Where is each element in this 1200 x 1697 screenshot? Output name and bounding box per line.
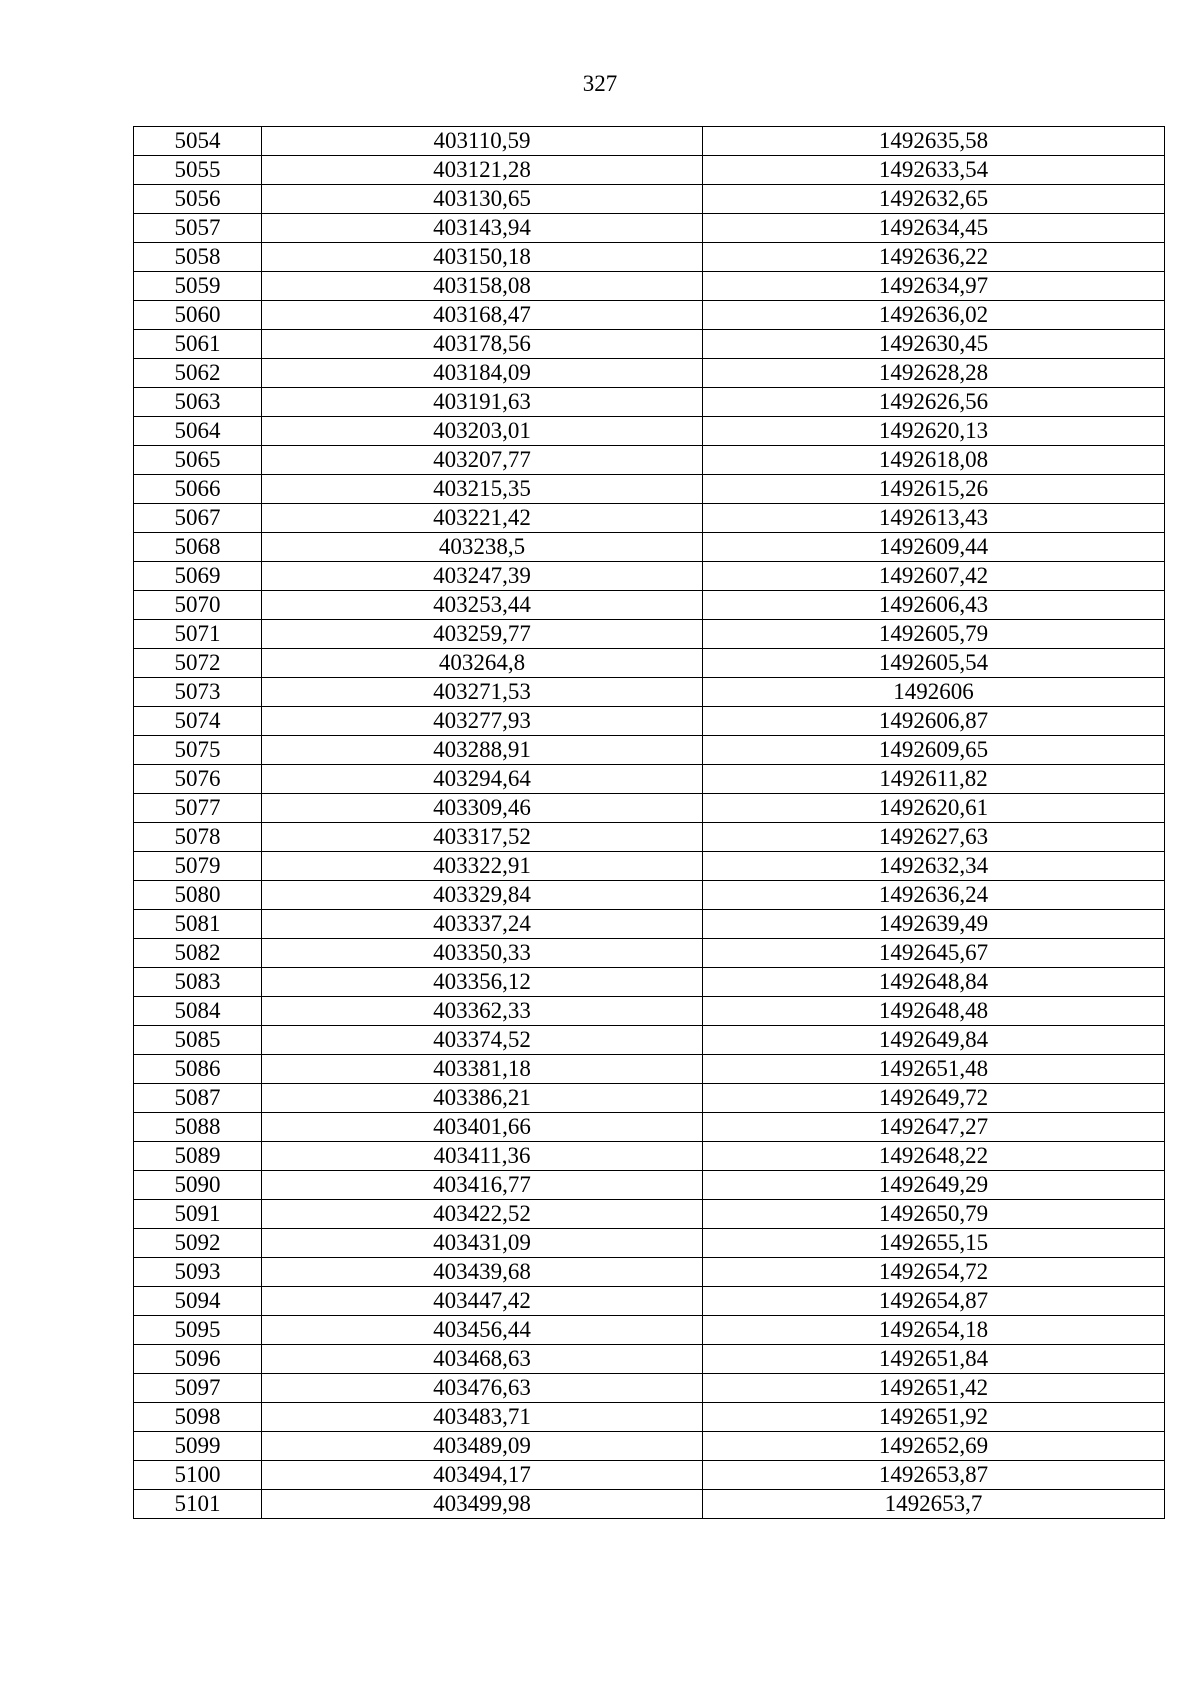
table-row <box>134 1461 1165 1490</box>
point-number-cell: 5070 <box>134 591 262 620</box>
point-number-cell: 5079 <box>134 852 262 881</box>
table-row <box>134 736 1165 765</box>
table-row <box>134 533 1165 562</box>
x-coordinate-cell: 403309,46 <box>262 794 703 823</box>
y-coordinate-cell: 1492653,7 <box>703 1490 1165 1519</box>
x-coordinate-cell: 403476,63 <box>262 1374 703 1403</box>
x-coordinate-cell: 403178,56 <box>262 330 703 359</box>
y-coordinate-cell: 1492647,27 <box>703 1113 1165 1142</box>
x-coordinate-cell: 403494,17 <box>262 1461 703 1490</box>
table-row <box>134 1316 1165 1345</box>
table-row <box>134 649 1165 678</box>
point-number-cell: 5092 <box>134 1229 262 1258</box>
point-number-cell: 5077 <box>134 794 262 823</box>
x-coordinate-cell: 403422,52 <box>262 1200 703 1229</box>
x-coordinate-cell: 403401,66 <box>262 1113 703 1142</box>
point-number-cell: 5090 <box>134 1171 262 1200</box>
y-coordinate-cell: 1492634,45 <box>703 214 1165 243</box>
point-number-cell: 5054 <box>134 127 262 156</box>
y-coordinate-cell: 1492609,44 <box>703 533 1165 562</box>
y-coordinate-cell: 1492655,15 <box>703 1229 1165 1258</box>
x-coordinate-cell: 403317,52 <box>262 823 703 852</box>
x-coordinate-cell: 403259,77 <box>262 620 703 649</box>
x-coordinate-cell: 403411,36 <box>262 1142 703 1171</box>
table-row <box>134 1055 1165 1084</box>
y-coordinate-cell: 1492613,43 <box>703 504 1165 533</box>
y-coordinate-cell: 1492654,87 <box>703 1287 1165 1316</box>
point-number-cell: 5099 <box>134 1432 262 1461</box>
x-coordinate-cell: 403143,94 <box>262 214 703 243</box>
x-coordinate-cell: 403374,52 <box>262 1026 703 1055</box>
point-number-cell: 5066 <box>134 475 262 504</box>
point-number-cell: 5056 <box>134 185 262 214</box>
y-coordinate-cell: 1492605,54 <box>703 649 1165 678</box>
table-row <box>134 852 1165 881</box>
y-coordinate-cell: 1492606,43 <box>703 591 1165 620</box>
x-coordinate-cell: 403468,63 <box>262 1345 703 1374</box>
x-coordinate-cell: 403191,63 <box>262 388 703 417</box>
point-number-cell: 5083 <box>134 968 262 997</box>
point-number-cell: 5067 <box>134 504 262 533</box>
point-number-cell: 5100 <box>134 1461 262 1490</box>
y-coordinate-cell: 1492620,13 <box>703 417 1165 446</box>
table-row <box>134 620 1165 649</box>
y-coordinate-cell: 1492648,48 <box>703 997 1165 1026</box>
table-row <box>134 968 1165 997</box>
table-row <box>134 1403 1165 1432</box>
x-coordinate-cell: 403215,35 <box>262 475 703 504</box>
table-row <box>134 185 1165 214</box>
table-row <box>134 1026 1165 1055</box>
y-coordinate-cell: 1492636,24 <box>703 881 1165 910</box>
x-coordinate-cell: 403456,44 <box>262 1316 703 1345</box>
y-coordinate-cell: 1492627,63 <box>703 823 1165 852</box>
y-coordinate-cell: 1492649,72 <box>703 1084 1165 1113</box>
y-coordinate-cell: 1492651,84 <box>703 1345 1165 1374</box>
x-coordinate-cell: 403130,65 <box>262 185 703 214</box>
table-row <box>134 1200 1165 1229</box>
y-coordinate-cell: 1492605,79 <box>703 620 1165 649</box>
x-coordinate-cell: 403362,33 <box>262 997 703 1026</box>
table-row <box>134 214 1165 243</box>
point-number-cell: 5075 <box>134 736 262 765</box>
y-coordinate-cell: 1492654,72 <box>703 1258 1165 1287</box>
y-coordinate-cell: 1492651,42 <box>703 1374 1165 1403</box>
x-coordinate-cell: 403238,5 <box>262 533 703 562</box>
table-row <box>134 301 1165 330</box>
x-coordinate-cell: 403329,84 <box>262 881 703 910</box>
point-number-cell: 5071 <box>134 620 262 649</box>
x-coordinate-cell: 403168,47 <box>262 301 703 330</box>
x-coordinate-cell: 403271,53 <box>262 678 703 707</box>
x-coordinate-cell: 403121,28 <box>262 156 703 185</box>
table-row <box>134 388 1165 417</box>
table-row <box>134 272 1165 301</box>
point-number-cell: 5086 <box>134 1055 262 1084</box>
point-number-cell: 5087 <box>134 1084 262 1113</box>
x-coordinate-cell: 403337,24 <box>262 910 703 939</box>
point-number-cell: 5080 <box>134 881 262 910</box>
y-coordinate-cell: 1492609,65 <box>703 736 1165 765</box>
table-row <box>134 330 1165 359</box>
point-number-cell: 5089 <box>134 1142 262 1171</box>
y-coordinate-cell: 1492632,34 <box>703 852 1165 881</box>
point-number-cell: 5059 <box>134 272 262 301</box>
x-coordinate-cell: 403221,42 <box>262 504 703 533</box>
point-number-cell: 5074 <box>134 707 262 736</box>
table-row <box>134 504 1165 533</box>
x-coordinate-cell: 403158,08 <box>262 272 703 301</box>
table-row <box>134 475 1165 504</box>
table-row <box>134 707 1165 736</box>
point-number-cell: 5057 <box>134 214 262 243</box>
table-row <box>134 1229 1165 1258</box>
x-coordinate-cell: 403247,39 <box>262 562 703 591</box>
x-coordinate-cell: 403381,18 <box>262 1055 703 1084</box>
y-coordinate-cell: 1492651,48 <box>703 1055 1165 1084</box>
x-coordinate-cell: 403253,44 <box>262 591 703 620</box>
x-coordinate-cell: 403150,18 <box>262 243 703 272</box>
y-coordinate-cell: 1492618,08 <box>703 446 1165 475</box>
point-number-cell: 5084 <box>134 997 262 1026</box>
table-row <box>134 1287 1165 1316</box>
x-coordinate-cell: 403431,09 <box>262 1229 703 1258</box>
x-coordinate-cell: 403288,91 <box>262 736 703 765</box>
table-row <box>134 417 1165 446</box>
table-row <box>134 1142 1165 1171</box>
y-coordinate-cell: 1492628,28 <box>703 359 1165 388</box>
y-coordinate-cell: 1492636,22 <box>703 243 1165 272</box>
y-coordinate-cell: 1492645,67 <box>703 939 1165 968</box>
x-coordinate-cell: 403483,71 <box>262 1403 703 1432</box>
y-coordinate-cell: 1492633,54 <box>703 156 1165 185</box>
table-row <box>134 1113 1165 1142</box>
table-row <box>134 359 1165 388</box>
y-coordinate-cell: 1492607,42 <box>703 562 1165 591</box>
x-coordinate-cell: 403203,01 <box>262 417 703 446</box>
table-row <box>134 1258 1165 1287</box>
table-row <box>134 1374 1165 1403</box>
point-number-cell: 5097 <box>134 1374 262 1403</box>
y-coordinate-cell: 1492606,87 <box>703 707 1165 736</box>
point-number-cell: 5060 <box>134 301 262 330</box>
y-coordinate-cell: 1492620,61 <box>703 794 1165 823</box>
y-coordinate-cell: 1492635,58 <box>703 127 1165 156</box>
point-number-cell: 5088 <box>134 1113 262 1142</box>
point-number-cell: 5065 <box>134 446 262 475</box>
page-number: 327 <box>582 71 618 96</box>
x-coordinate-cell: 403294,64 <box>262 765 703 794</box>
point-number-cell: 5064 <box>134 417 262 446</box>
point-number-cell: 5063 <box>134 388 262 417</box>
table-row <box>134 562 1165 591</box>
point-number-cell: 5058 <box>134 243 262 272</box>
x-coordinate-cell: 403110,59 <box>262 127 703 156</box>
y-coordinate-cell: 1492630,45 <box>703 330 1165 359</box>
point-number-cell: 5101 <box>134 1490 262 1519</box>
table-row <box>134 446 1165 475</box>
point-number-cell: 5098 <box>134 1403 262 1432</box>
x-coordinate-cell: 403499,98 <box>262 1490 703 1519</box>
table-row <box>134 823 1165 852</box>
point-number-cell: 5093 <box>134 1258 262 1287</box>
table-row <box>134 591 1165 620</box>
table-row <box>134 881 1165 910</box>
point-number-cell: 5078 <box>134 823 262 852</box>
y-coordinate-cell: 1492634,97 <box>703 272 1165 301</box>
point-number-cell: 5062 <box>134 359 262 388</box>
x-coordinate-cell: 403277,93 <box>262 707 703 736</box>
table-row <box>134 997 1165 1026</box>
y-coordinate-cell: 1492651,92 <box>703 1403 1165 1432</box>
y-coordinate-cell: 1492636,02 <box>703 301 1165 330</box>
x-coordinate-cell: 403322,91 <box>262 852 703 881</box>
point-number-cell: 5082 <box>134 939 262 968</box>
table-row <box>134 1345 1165 1374</box>
point-number-cell: 5076 <box>134 765 262 794</box>
table-row <box>134 1432 1165 1461</box>
point-number-cell: 5069 <box>134 562 262 591</box>
point-number-cell: 5073 <box>134 678 262 707</box>
x-coordinate-cell: 403350,33 <box>262 939 703 968</box>
table-row <box>134 127 1165 156</box>
y-coordinate-cell: 1492654,18 <box>703 1316 1165 1345</box>
x-coordinate-cell: 403439,68 <box>262 1258 703 1287</box>
point-number-cell: 5068 <box>134 533 262 562</box>
table-row <box>134 1171 1165 1200</box>
point-number-cell: 5091 <box>134 1200 262 1229</box>
y-coordinate-cell: 1492626,56 <box>703 388 1165 417</box>
table-row <box>134 243 1165 272</box>
x-coordinate-cell: 403184,09 <box>262 359 703 388</box>
table-row <box>134 1084 1165 1113</box>
x-coordinate-cell: 403356,12 <box>262 968 703 997</box>
y-coordinate-cell: 1492632,65 <box>703 185 1165 214</box>
table-row <box>134 678 1165 707</box>
table-row <box>134 1490 1165 1519</box>
y-coordinate-cell: 1492648,84 <box>703 968 1165 997</box>
x-coordinate-cell: 403264,8 <box>262 649 703 678</box>
y-coordinate-cell: 1492611,82 <box>703 765 1165 794</box>
table-row <box>134 765 1165 794</box>
y-coordinate-cell: 1492649,84 <box>703 1026 1165 1055</box>
point-number-cell: 5061 <box>134 330 262 359</box>
table-row <box>134 939 1165 968</box>
point-number-cell: 5085 <box>134 1026 262 1055</box>
y-coordinate-cell: 1492639,49 <box>703 910 1165 939</box>
point-number-cell: 5081 <box>134 910 262 939</box>
y-coordinate-cell: 1492653,87 <box>703 1461 1165 1490</box>
x-coordinate-cell: 403447,42 <box>262 1287 703 1316</box>
y-coordinate-cell: 1492615,26 <box>703 475 1165 504</box>
table-row <box>134 910 1165 939</box>
table-row <box>134 156 1165 185</box>
point-number-cell: 5094 <box>134 1287 262 1316</box>
x-coordinate-cell: 403386,21 <box>262 1084 703 1113</box>
x-coordinate-cell: 403416,77 <box>262 1171 703 1200</box>
y-coordinate-cell: 1492606 <box>703 678 1165 707</box>
y-coordinate-cell: 1492648,22 <box>703 1142 1165 1171</box>
coordinates-table <box>133 126 1165 1519</box>
x-coordinate-cell: 403207,77 <box>262 446 703 475</box>
point-number-cell: 5096 <box>134 1345 262 1374</box>
point-number-cell: 5055 <box>134 156 262 185</box>
point-number-cell: 5072 <box>134 649 262 678</box>
coordinates-table-body <box>134 127 1165 1519</box>
y-coordinate-cell: 1492652,69 <box>703 1432 1165 1461</box>
table-row <box>134 794 1165 823</box>
y-coordinate-cell: 1492650,79 <box>703 1200 1165 1229</box>
x-coordinate-cell: 403489,09 <box>262 1432 703 1461</box>
point-number-cell: 5095 <box>134 1316 262 1345</box>
y-coordinate-cell: 1492649,29 <box>703 1171 1165 1200</box>
